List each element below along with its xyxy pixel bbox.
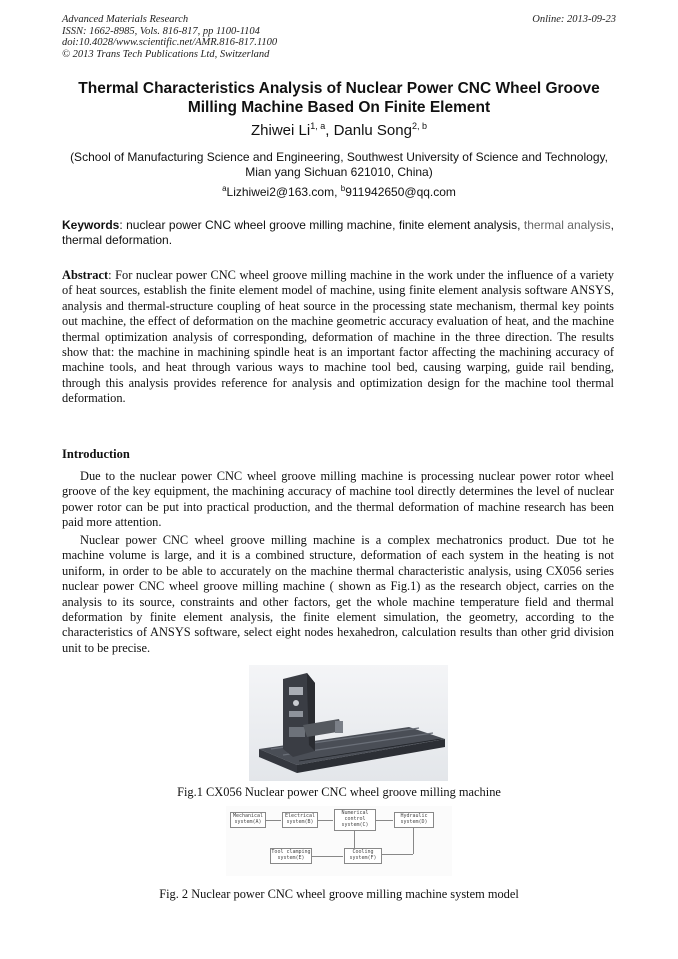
affiliation: (School of Manufacturing Science and Engineering, Southwest University of Science and Technology, Mian yang Sichuan 621010, China) <box>70 150 608 179</box>
introduction-paragraph-2: Nuclear power CNC wheel groove milling machine is a complex mechatronics product. Due tot he machine volume is large, and it is a combined structure, deformation of each system in the heating is not uniform, in order to be able to accurately on the machine thermal characteristic analysis, using CX056 series nuclear power CNC wheel groove milling machine ( shown as Fig.1) as the research object, carries on the analysis to its source, constraints and other factors, get the whole machine temperature field and thermal deformation by finite element analysis, the finite element simulation, the geometry, according to the characteristics of ANSYS software, select eight nodes hexahedron, calculation results than other grid division unit to be precise. <box>62 533 614 655</box>
hydraulic-system-box: Hydraulic system(D) <box>394 812 434 828</box>
author-line <box>62 121 616 139</box>
author-1: Zhiwei Li <box>251 122 311 139</box>
connector-c-d <box>376 820 393 821</box>
issn-line: ISSN: 1662-8985, Vols. 816-817, pp 1100-1104 <box>62 25 260 37</box>
abstract-text: : For nuclear power CNC wheel groove milling machine in the work under the influence of a variety of heat sources, establish the finite element model of machine, using finite element analysis software ANSYS, analysis and thermal-structure coupling of heat source in the processing state mechanism, thermal key points out machine, the effect of deformation on the machine geometric accuracy evaluation of heat, and the machine thermal optimization analysis of corresponding, deformation of machine in the three direction. The results show that: the machine in machining spindle heat is an important factor affecting the machining accuracy of machine tools, and heat through various ways to machine tool bed, causing warping, guide rail bending, through this analysis provides reference for analysis and optimization design for the machine tool thermal deformation. <box>62 268 614 406</box>
keywords-text-end: , thermal deformation. <box>62 218 614 247</box>
keywords <box>62 218 614 248</box>
figure-1-caption: Fig.1 CX056 Nuclear power CNC wheel groove milling machine <box>177 785 501 799</box>
introduction-heading: Introduction <box>62 447 130 461</box>
author-2: Danlu Song <box>333 122 412 139</box>
email-line <box>62 184 616 199</box>
email-2-marker: b <box>340 184 346 193</box>
journal-header <box>62 14 277 60</box>
numerical-control-system-box: Numerical control system(C) <box>334 809 376 831</box>
journal-name: Advanced Materials Research <box>62 14 189 25</box>
figure-1-image <box>249 665 448 781</box>
connector-b-c <box>318 820 333 821</box>
cooling-system-box: Cooling system(F) <box>344 848 382 864</box>
figure-2-diagram <box>226 806 452 876</box>
milling-machine-illustration <box>249 665 448 781</box>
author-1-affil: 1, a <box>310 121 326 131</box>
connector-d-down <box>413 828 414 854</box>
email-2: 911942650@qq.com <box>345 185 456 199</box>
connector-a-b <box>266 820 281 821</box>
connector-e-f <box>312 856 343 857</box>
copyright-line: © 2013 Trans Tech Publications Ltd, Switzerland <box>62 48 270 60</box>
connector-f-d <box>382 854 413 855</box>
email-1-marker: a <box>222 184 227 193</box>
abstract-label: Abstract <box>62 268 109 282</box>
author-2-affil: 2, b <box>411 121 427 131</box>
author-separator: , <box>325 122 334 139</box>
paper-title: Thermal Characteristics Analysis of Nuclear Power CNC Wheel Groove Milling Machine Based On Finite Element <box>78 80 600 116</box>
introduction-paragraph-1: Due to the nuclear power CNC wheel groove milling machine is processing nuclear power rotor wheel groove of the key equipment, the machining accuracy of machine tool directly determines the level of nuclear power rotor can be put into practical production, and the thermal deformation of machine research has been paid more attention. <box>62 469 614 530</box>
abstract <box>62 268 614 407</box>
email-1: Lizhiwei2@163.com <box>226 185 335 199</box>
electrical-system-box: Electrical system(B) <box>282 812 318 828</box>
keywords-label: Keywords <box>62 218 120 232</box>
doi-line: doi:10.4028/www.scientific.net/AMR.816-817.1100 <box>62 37 278 48</box>
mechanical-system-box: Mechanical system(A) <box>230 812 266 828</box>
online-date: Online: 2013-09-23 <box>532 14 616 25</box>
email-separator: , <box>334 185 341 199</box>
figure-2-caption: Fig. 2 Nuclear power CNC wheel groove milling machine system model <box>159 887 519 901</box>
connector-c-f <box>354 831 355 848</box>
keywords-text: : nuclear power CNC wheel groove milling machine, finite element analysis, <box>119 218 524 232</box>
tool-clamping-system-box: Tool clamping system(E) <box>270 848 312 864</box>
keywords-text-gray: thermal analysis <box>523 218 611 232</box>
